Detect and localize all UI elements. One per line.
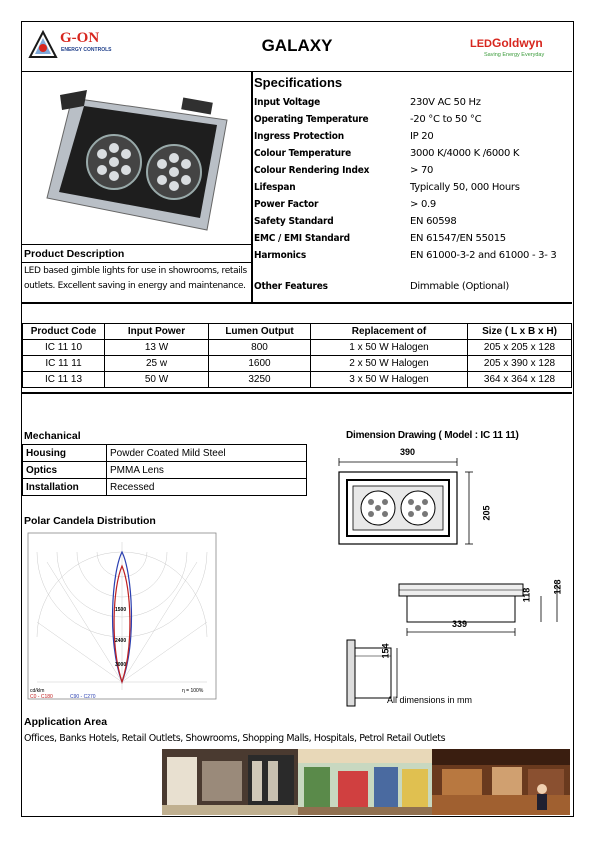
specifications-heading: Specifications — [254, 75, 343, 90]
spec-value: EN 60598 — [410, 216, 457, 227]
table-header: Replacement of — [311, 324, 468, 340]
page-title: GALAXY — [261, 36, 333, 55]
polar-heading: Polar Candela Distribution — [24, 515, 156, 527]
table-cell: 13 W — [105, 340, 209, 356]
application-text: Offices, Banks Hotels, Retail Outlets, Showrooms, Shopping Malls, Hospitals, Petrol Retail Outlets — [24, 733, 446, 744]
table-cell: 205 x 205 x 128 — [468, 340, 572, 356]
spec-label: Colour Rendering Index — [254, 165, 370, 176]
table-cell: 205 x 390 x 128 — [468, 356, 572, 372]
goldwyn-led-text: LED — [470, 38, 492, 50]
spec-value: -20 °C to 50 °C — [410, 114, 482, 125]
goldwyn-logo — [470, 34, 570, 64]
table-row — [23, 479, 307, 496]
table-cell: 3 x 50 W Halogen — [311, 372, 468, 388]
table-cell: 2 x 50 W Halogen — [311, 356, 468, 372]
hotel-reception-photo — [432, 749, 570, 815]
application-heading: Application Area — [24, 716, 108, 728]
dimension-note: All dimensions in mm — [387, 695, 473, 705]
spec-label: Lifespan — [254, 182, 296, 193]
polar-label-3000: 3000 — [115, 662, 127, 668]
mechanical-label: Installation — [23, 479, 107, 496]
table-row — [23, 445, 307, 462]
table-row — [23, 462, 307, 479]
spec-divider — [251, 72, 253, 302]
dim-205-label: 205 — [481, 505, 492, 521]
table-header-row — [23, 324, 572, 340]
spec-value: IP 20 — [410, 131, 434, 142]
spec-value: Typically 50, 000 Hours — [410, 182, 520, 193]
product-description-heading: Product Description — [24, 248, 125, 260]
product-table — [22, 323, 572, 388]
table-cell: 1 x 50 W Halogen — [311, 340, 468, 356]
spec-label: Input Voltage — [254, 97, 321, 108]
product-description-text: LED based gimble lights for use in showrooms, retails outlets. Excellent saving in energy and maintenance. — [24, 266, 247, 291]
polar-legend-c0: C0 - C180 — [30, 694, 53, 700]
gon-logo-text: G-ON — [60, 30, 100, 46]
spec-label: EMC / EMI Standard — [254, 233, 350, 244]
other-features-value: Dimmable (Optional) — [410, 281, 509, 292]
spec-value: 3000 K/4000 K /6000 K — [410, 148, 520, 159]
mechanical-table — [22, 444, 307, 496]
spec-label: Ingress Protection — [254, 131, 344, 142]
spec-label: Colour Temperature — [254, 148, 352, 159]
showroom-photo — [162, 749, 298, 815]
table-row — [23, 372, 572, 388]
table-cell: IC 11 11 — [23, 356, 105, 372]
spec-bottom-line — [22, 302, 572, 304]
polar-label-2400: 2400 — [115, 638, 127, 644]
goldwyn-brand-text: Goldwyn — [492, 36, 543, 50]
polar-chart — [27, 532, 217, 700]
spec-value: EN 61547/EN 55015 — [410, 233, 506, 244]
mechanical-value: Recessed — [107, 479, 307, 496]
dimension-drawing — [317, 442, 572, 712]
spec-value: EN 61000-3-2 and 61000 - 3- 3 — [410, 250, 557, 261]
mechanical-label: Housing — [23, 445, 107, 462]
spec-value: > 0.9 — [410, 199, 436, 210]
table-cell: 800 — [209, 340, 311, 356]
mechanical-value: PMMA Lens — [107, 462, 307, 479]
spec-label: Operating Temperature — [254, 114, 369, 125]
spec-label: Harmonics — [254, 250, 306, 261]
dim-339-label: 339 — [452, 619, 468, 629]
table-cell: 50 W — [105, 372, 209, 388]
table-row — [23, 340, 572, 356]
header — [22, 22, 572, 72]
table-header: Input Power — [105, 324, 209, 340]
table-header: Product Code — [23, 324, 105, 340]
table-cell: IC 11 10 — [23, 340, 105, 356]
table-cell: 1600 — [209, 356, 311, 372]
dim-154-label: 154 — [380, 643, 391, 659]
retail-store-photo — [298, 749, 432, 815]
goldwyn-tagline: Saving Energy Everyday — [484, 52, 545, 58]
table-header: Size ( L x B x H) — [468, 324, 572, 340]
table-cell: IC 11 13 — [23, 372, 105, 388]
spec-value: > 70 — [410, 165, 434, 176]
polar-label-1500: 1500 — [115, 607, 127, 613]
product-image — [32, 80, 247, 240]
polar-legend-c90: C90 - C270 — [70, 694, 96, 700]
datasheet — [21, 21, 574, 817]
polar-legend-efficiency: η = 100% — [182, 688, 204, 694]
spec-value: 230V AC 50 Hz — [410, 97, 481, 108]
table-cell: 364 x 364 x 128 — [468, 372, 572, 388]
spec-label: Safety Standard — [254, 216, 334, 227]
table-cell: 25 w — [105, 356, 209, 372]
mechanical-value: Powder Coated Mild Steel — [107, 445, 307, 462]
mechanical-heading: Mechanical — [24, 430, 81, 442]
dim-118-label: 118 — [521, 587, 532, 603]
table-cell: 3250 — [209, 372, 311, 388]
dim-390-label: 390 — [400, 447, 416, 457]
gon-logo-subtext: ENERGY CONTROLS — [61, 47, 112, 53]
polar-legend-unit: cd/klm — [30, 688, 45, 694]
table-row — [23, 356, 572, 372]
table-header: Lumen Output — [209, 324, 311, 340]
section-line — [22, 392, 572, 394]
spec-label: Power Factor — [254, 199, 319, 210]
desc-heading-line — [22, 262, 252, 263]
other-features-label: Other Features — [254, 281, 328, 292]
dim-128-label: 128 — [552, 579, 563, 595]
mechanical-label: Optics — [23, 462, 107, 479]
image-divider — [22, 244, 252, 245]
dimension-heading: Dimension Drawing ( Model : IC 11 11) — [346, 430, 519, 441]
